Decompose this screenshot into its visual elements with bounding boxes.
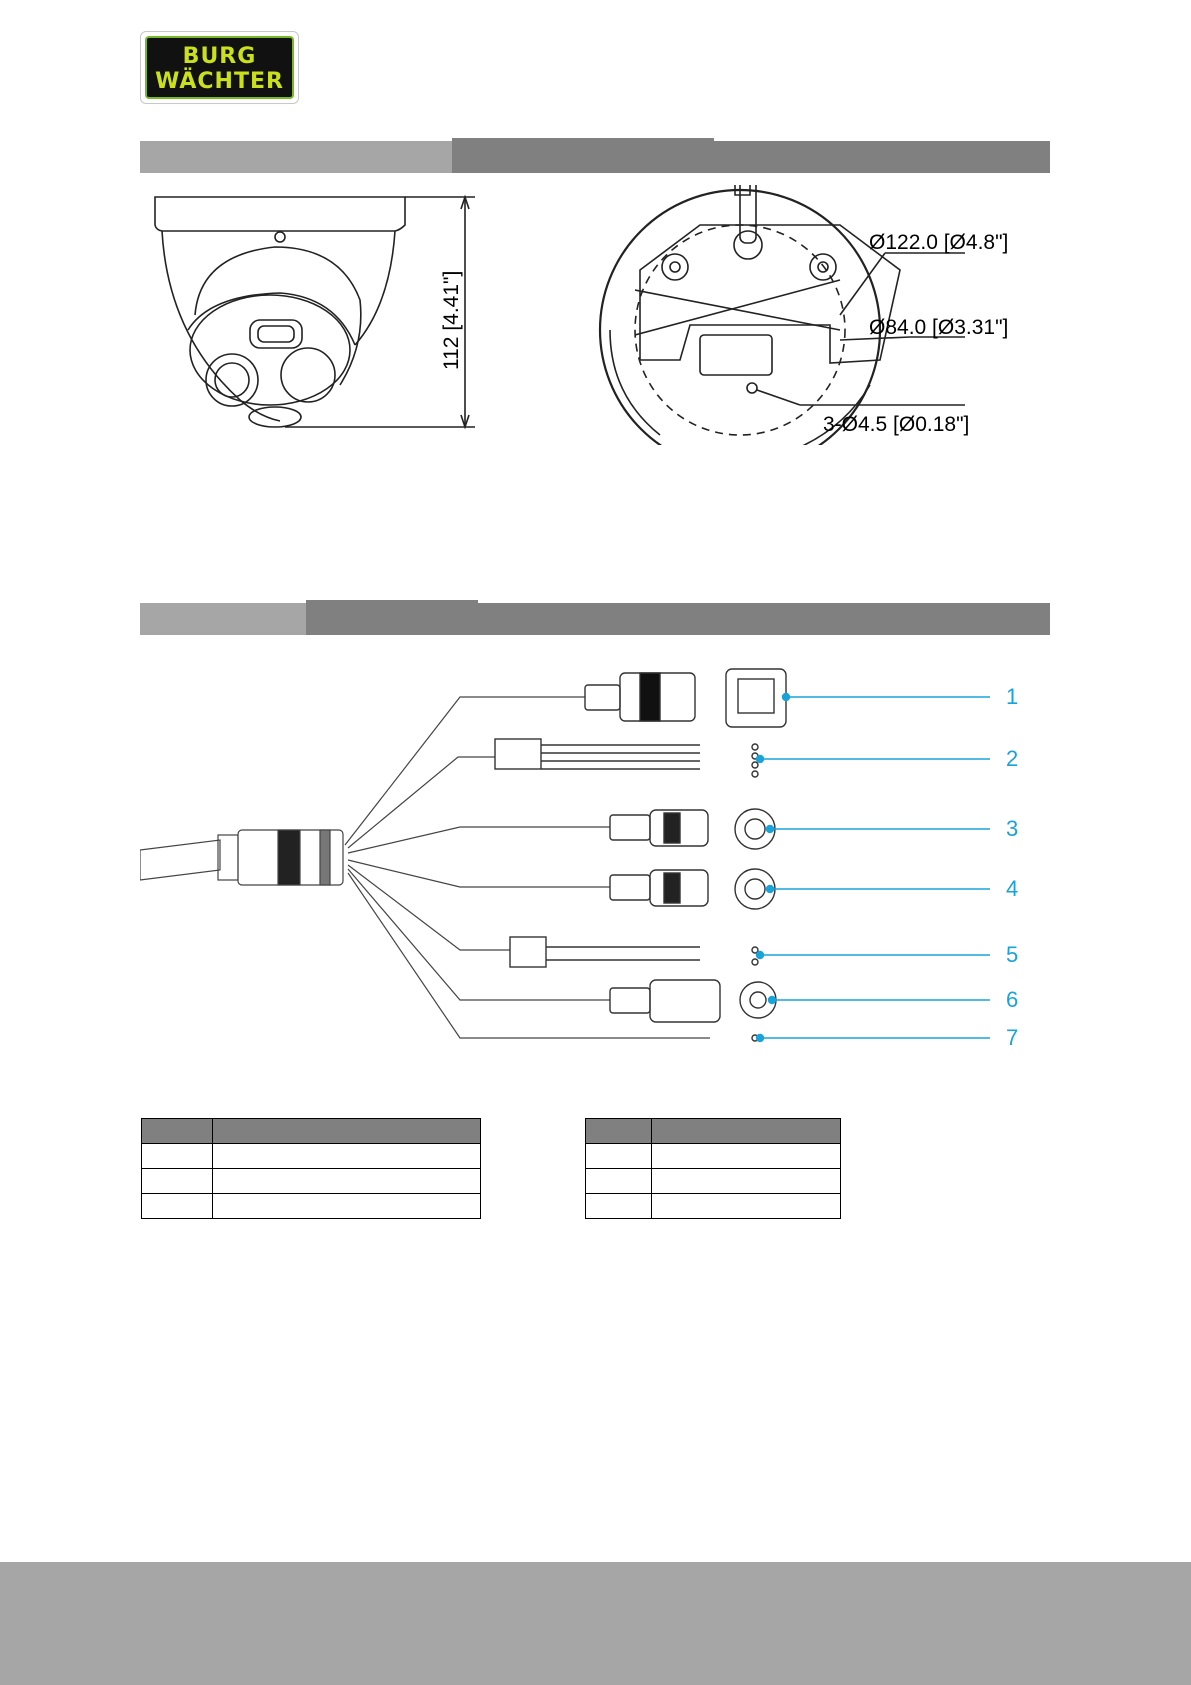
section-bar-dark — [306, 603, 1050, 635]
hole-diameter-label: 3-Ø4.5 [Ø0.18"] — [823, 413, 970, 436]
height-dimension-label: 112 [4.41"] — [440, 270, 463, 370]
logo-plate — [145, 36, 294, 99]
cable-drawing — [140, 655, 1050, 1050]
logo-line-2: WÄCHTER — [155, 69, 284, 94]
callout-number-1: 1 — [1006, 684, 1019, 709]
table-row — [586, 1144, 841, 1169]
inner-diameter-label: Ø84.0 [Ø3.31"] — [869, 316, 1009, 339]
connector-group — [495, 669, 786, 1041]
logo-line-1: BURG — [182, 44, 257, 69]
cable-harness — [140, 697, 710, 1038]
side-view-drawing — [155, 197, 475, 427]
table-row — [142, 1144, 481, 1169]
bottom-view-drawing — [600, 185, 965, 445]
section-bar-cable — [140, 603, 1050, 635]
callout-number-3: 3 — [1006, 816, 1019, 841]
callout-number-6: 6 — [1006, 987, 1019, 1012]
connection-table-right — [585, 1118, 841, 1219]
table-row — [142, 1169, 481, 1194]
connection-table-left — [141, 1118, 481, 1219]
table-row — [586, 1194, 841, 1219]
section-bar-tab — [306, 600, 478, 603]
section-bar-tab — [452, 138, 714, 141]
dimension-drawing — [140, 185, 1050, 445]
table-row — [586, 1169, 841, 1194]
section-bar-light — [140, 141, 452, 173]
table-header-row — [142, 1119, 481, 1144]
callout-leaders — [757, 694, 991, 1042]
table-header-row — [586, 1119, 841, 1144]
callout-number-4: 4 — [1006, 876, 1019, 901]
section-bar-dark — [452, 141, 1050, 173]
callout-number-2: 2 — [1006, 746, 1019, 771]
section-bar-dimensions — [140, 141, 1050, 173]
outer-diameter-label: Ø122.0 [Ø4.8"] — [869, 231, 1009, 254]
page-footer — [0, 1562, 1191, 1685]
brand-logo — [141, 32, 298, 103]
section-bar-light — [140, 603, 306, 635]
callout-number-5: 5 — [1006, 942, 1019, 967]
callout-numbers — [1006, 684, 1018, 1050]
callout-number-7: 7 — [1006, 1025, 1019, 1050]
table-row — [142, 1194, 481, 1219]
